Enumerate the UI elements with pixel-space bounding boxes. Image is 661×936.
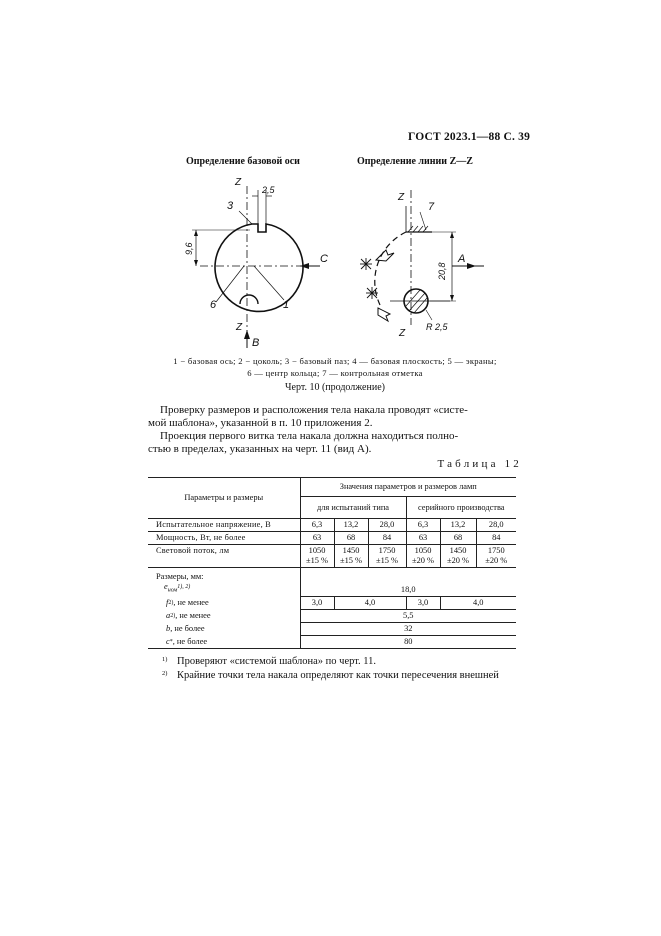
flux-value: 1750 — [378, 546, 396, 555]
table-cell: 13,2 — [440, 519, 476, 532]
footnote-mark: 2) — [162, 670, 168, 677]
table-cell: 63 — [300, 532, 334, 545]
flux-value: 1450 — [449, 546, 467, 555]
ring-center-notch — [240, 295, 258, 304]
table-cell — [368, 545, 406, 568]
table-cell — [476, 545, 516, 568]
b-symbol: b — [166, 624, 171, 634]
table-cell: 4,0 — [440, 597, 516, 610]
table-cell: 84 — [368, 532, 406, 545]
table-cell: 6,3 — [406, 519, 440, 532]
footnote-mark: 1) — [162, 656, 168, 663]
parameters-table — [148, 477, 516, 649]
figure-left-title: Определение базовой оси — [186, 156, 300, 167]
row-label — [148, 597, 300, 610]
flux-value: 1050 — [308, 546, 326, 555]
base-circle — [215, 224, 303, 311]
table-cell: 68 — [440, 532, 476, 545]
row-label — [148, 610, 300, 623]
flux-value: 1050 — [414, 546, 432, 555]
flux-tolerance: ±15 % — [339, 556, 363, 565]
label-dim-2-5: 2,5 — [262, 185, 275, 195]
c-superscript: * — [169, 638, 173, 645]
a-superscript: 2) — [170, 613, 176, 620]
e-symbol: e — [164, 582, 168, 591]
legend-line: 1 − базовая ось; 2 − цоколь; 3 − базовый паз; 4 — базовая плоскость; 5 — экраны; — [173, 356, 497, 366]
col-header-values: Значения параметров и размеров ламп — [300, 478, 516, 497]
table-title: Таблица 12 — [437, 458, 522, 470]
a-symbol: a — [166, 611, 171, 621]
label-num-6: 6 — [210, 299, 217, 311]
c-symbol: c — [166, 636, 170, 646]
legend-line: 6 — центр кольца; 7 — контрольная отметка — [247, 368, 423, 378]
flux-tolerance: ±15 % — [305, 556, 329, 565]
table-row — [148, 623, 516, 636]
label-num-1: 1 — [283, 299, 290, 311]
screen-marker-icon — [360, 258, 372, 270]
table-row — [148, 519, 516, 532]
table-cell: 28,0 — [476, 519, 516, 532]
flux-tolerance: ±20 % — [411, 556, 435, 565]
left-drawing — [192, 186, 320, 348]
label-z-top-left: Z — [235, 177, 242, 188]
technical-drawing — [0, 0, 661, 360]
row-label — [148, 568, 300, 597]
row-label: Световой поток, лм — [148, 545, 300, 568]
table-cell: 84 — [476, 532, 516, 545]
paragraph-line: Проекция первого витка тела накала должна находиться полно- — [160, 430, 459, 442]
screen-marker-icon — [366, 287, 378, 299]
c-suffix: , не более — [172, 636, 208, 646]
flux-tolerance: ±20 % — [485, 556, 508, 565]
table-cell: 18,0 — [300, 568, 516, 597]
footnote-text: Проверяют «системой шаблона» по черт. 11. — [177, 656, 377, 667]
table-cell — [440, 545, 476, 568]
group-header-type: для испытаний типа — [300, 497, 406, 519]
label-dim-9-6: 9,6 — [184, 242, 194, 255]
table-cell: 28,0 — [368, 519, 406, 532]
screen-arc — [375, 232, 406, 305]
label-c: C — [320, 253, 328, 265]
flux-value: 1450 — [342, 546, 360, 555]
group-header-serial: серийного производства — [406, 497, 516, 519]
label-z-bottom-right: Z — [399, 328, 406, 339]
table-row — [148, 636, 516, 649]
label-dim-20-8: 20,8 — [437, 262, 447, 280]
table-cell: 5,5 — [300, 610, 516, 623]
flux-value: 1750 — [487, 546, 505, 555]
a-suffix: , не менее — [175, 611, 211, 621]
table-cell — [406, 545, 440, 568]
table-cell: 6,3 — [300, 519, 334, 532]
table-cell: 13,2 — [334, 519, 368, 532]
label-num-3: 3 — [227, 200, 234, 212]
label-num-7: 7 — [428, 201, 435, 213]
label-b: B — [252, 337, 260, 349]
table-cell — [334, 545, 368, 568]
footnote — [162, 656, 376, 667]
b-suffix: , не более — [170, 624, 205, 634]
table-cell: 80 — [300, 636, 516, 649]
sizes-label: Размеры, мм: — [156, 572, 204, 581]
paragraph-line: Проверку размеров и расположения тела накала проводят «систе- — [160, 404, 468, 416]
figure-caption: Черт. 10 (продолжение) — [285, 382, 385, 393]
label-a: A — [458, 253, 466, 265]
table-cell: 32 — [300, 623, 516, 636]
footnote-text: Крайние точки тела накала определяют как точки пересечения внешней — [177, 670, 499, 681]
row-label — [148, 623, 300, 636]
table-cell: 68 — [334, 532, 368, 545]
f-suffix: , не менее — [173, 598, 209, 608]
table-cell: 3,0 — [300, 597, 334, 610]
flux-tolerance: ±15 % — [375, 556, 399, 565]
row-label: Испытательное напряжение, В — [148, 519, 300, 532]
paragraph-line: мой шаблона», указанной в п. 10 приложения 2. — [148, 417, 373, 429]
table-cell: 3,0 — [406, 597, 440, 610]
table-cell: 63 — [406, 532, 440, 545]
label-z-top-right: Z — [398, 192, 405, 203]
label-z-bottom-left: Z — [236, 322, 243, 333]
label-r-2-5: R 2,5 — [426, 322, 448, 332]
figure-right-title: Определение линии Z—Z — [357, 156, 473, 167]
f-superscript: 2) — [168, 600, 174, 607]
e-nom-label — [156, 582, 298, 596]
f-symbol: f — [166, 598, 169, 608]
page-header: ГОСТ 2023.1—88 С. 39 — [408, 131, 531, 143]
paragraph-line: стью в пределах, указанных на черт. 11 (вид A). — [148, 443, 372, 455]
rotation-arrow-icon — [378, 308, 390, 321]
e-subscript: ном — [167, 587, 178, 594]
rotation-arrow-icon — [376, 250, 394, 261]
table-row — [148, 610, 516, 623]
flux-tolerance: ±20 % — [446, 556, 470, 565]
table-cell — [300, 545, 334, 568]
figure-legend — [150, 355, 520, 379]
right-drawing — [360, 190, 484, 325]
row-label: Мощность, Вт, не более — [148, 532, 300, 545]
row-label — [148, 636, 300, 649]
col-header-params: Параметры и размеры — [148, 478, 300, 519]
table-row — [148, 545, 516, 568]
table-cell: 4,0 — [334, 597, 406, 610]
table-row — [148, 568, 516, 597]
footnote — [162, 670, 499, 681]
table-row — [148, 532, 516, 545]
table-row — [148, 597, 516, 610]
e-superscript: 1), 2) — [177, 584, 191, 590]
